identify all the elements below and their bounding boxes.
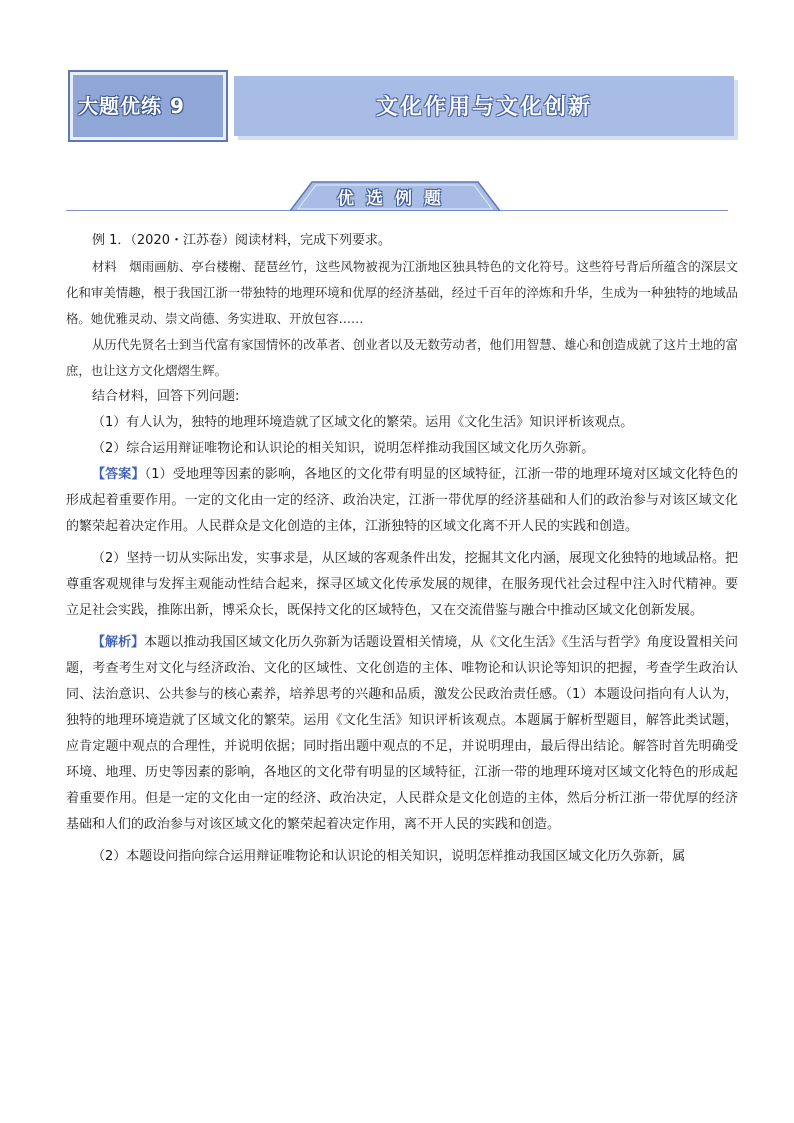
answer-2: （2）坚持一切从实际出发，实事求是，从区域的客观条件出发，挖掘其文化内涵，展现文化独特的地域品格。把尊重客观规律与发挥主观能动性结合起来，探寻区域文化传承发展的规律，在服务现代社会过程中注入时代精神。要立足社会实践，推陈出新，博采众长，既保持文化的区域特色，又在交流借鉴与融合中推动区域文化创新发展。 (66, 551, 738, 618)
analysis-1 (66, 630, 738, 838)
material-paragraph-2: 从历代先贤名士到当代富有家国情怀的改革者、创业者以及无数劳动者，他们用智慧、雄心和创造成就了这片土地的富庶，也让这方文化熠熠生辉。 (66, 337, 738, 378)
chapter-badge-label: 大题优练 9 (78, 94, 185, 118)
material-paragraph-1: 材料 烟雨画舫、亭台楼榭、琵琶丝竹，这些风物被视为江浙地区独具特色的文化符号。这些符号背后所蕴含的深层文化和审美情趣，根于我国江浙一带独特的地理环境和优厚的经济基础，经过千百年的淬炼和升华，生成为一种独特的地域品格。她优雅灵动、崇文尚德、务实进取、开放包容…… (66, 259, 738, 326)
question-2: （2）综合运用辩证唯物论和认识论的相关知识，说明怎样推动我国区域文化历久弥新。 (92, 441, 595, 456)
answer-1 (66, 462, 738, 540)
title-bar (234, 76, 734, 136)
question-1: （1）有人认为，独特的地理环境造就了区域文化的繁荣。运用《文化生活》知识评析该观点。 (92, 415, 634, 430)
section-label: 优选例题 (337, 189, 453, 209)
document-body (66, 228, 738, 870)
answer-tag: 【答案】 (92, 467, 145, 482)
answer-1-text: （1）受地理等因素的影响，各地区的文化带有明显的区域特征，江浙一带的地理环境对区域文化特色的形成起着重要作用。一定的文化由一定的经济、政治决定，江浙一带优厚的经济基础和人们的政治参与对该区域文化的繁荣起着决定作用。人民群众是文化创造的主体，江浙独特的区域文化离不开人民的实践和创造。 (66, 467, 738, 534)
page-title: 文化作用与文化创新 (375, 95, 592, 120)
analysis-1-text: 本题以推动我国区域文化历久弥新为话题设置相关情境，从《文化生活》《生活与哲学》角度设置相关问题，考查考生对文化与经济政治、文化的区域性、文化创造的主体、唯物论和认识论等知识的把握，考查学生政治认同、法治意识、公共参与的核心素养，培养思考的兴趣和品质，激发公民政治责任感。（1）本题设问指向有人认为，独特的地理环境造就了区域文化的繁荣。运用《文化生活》知识评析该观点。本题属于解析型题目，解答此类试题，应肯定题中观点的合理性，并说明依据；同时指出题中观点的不足，并说明理由，最后得出结论。解答时首先明确受环境、地理、历史等因素的影响，各地区的文化带有明显的区域特征，江浙一带的地理环境对区域文化特色的形成起着重要作用。但是一定的文化由一定的经济、政治决定，人民群众是文化创造的主体，然后分析江浙一带优厚的经济基础和人们的政治参与对该区域文化的繁荣起着决定作用，离不开人民的实践和创造。 (66, 635, 738, 832)
analysis-tag: 【解析】 (92, 635, 145, 650)
example-intro: 例 1．（2020・江苏卷）阅读材料，完成下列要求。 (92, 233, 391, 248)
question-prompt: 结合材料，回答下列问题: (92, 389, 240, 404)
analysis-2: （2）本题设问指向综合运用辩证唯物论和认识论的相关知识，说明怎样推动我国区域文化历久弥新，属 (92, 849, 686, 864)
section-tab (290, 180, 500, 211)
header-banner (68, 70, 734, 142)
chapter-badge (68, 70, 228, 142)
